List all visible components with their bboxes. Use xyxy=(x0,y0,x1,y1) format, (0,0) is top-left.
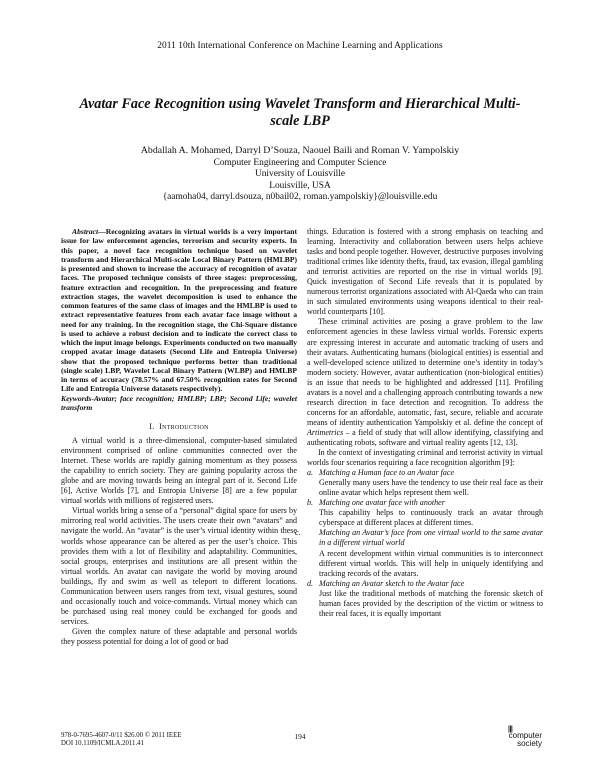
left-column xyxy=(61,227,297,647)
list-item-title: Matching a Human face to an Avatar face xyxy=(319,468,455,478)
keywords: Keywords-Avatar; face recognition; HMLBP; LBP; Second Life; wavelet transform xyxy=(61,393,297,412)
logo-mark-icon: ||| xyxy=(508,726,513,733)
author-emails: {aamoha04, darryl.dsouza, n0bail02, roman.yampolskiy}@louisville.edu xyxy=(162,192,438,203)
list-item-body: Just like the traditional methods of matching the forensic sketch of human faces provided by the description of the victim or witness to their real faces, it is equally important xyxy=(319,588,543,618)
logo-wordmark xyxy=(494,732,542,748)
abstract-text: —Recognizing avatars in virtual worlds is a very important issue for law enforcement agencies, terrorism and security experts. In this paper, a novel face recognition technique based on wavelet transform and Hierarchical Multi-scale Local Binary Pattern (HMLBP) is presented and shown to increase the accuracy of recognition of avatar faces. The proposed technique consists of three stages: preprocessing, feature extraction and recognition. In the preprocessing and feature extraction stages, the wavelet decomposition is used to enhance the common features of the same class of images and the HMLBP is used to extract representative features from each avatar face image without a need for any training. In the recognition stage, the Chi-Square distance is used to achieve a robust decision and to indicate the correct class to which the input image belongs. Experiments conducted on two manually cropped avatar image datasets (Second Life and Entropia Universe) show that the proposed technique performs better than traditional (single scale) LBP, Wavelet Local Binary Pattern (WLBP) and HMLBP in terms of accuracy (78.57% and 67.50% recognition rates for Second Life and Entropia Universe datasets respectively). xyxy=(61,227,297,394)
author-names: Abdallah A. Mohamed, Darryl D’Souza, Naouel Baili and Roman V. Yampolskiy xyxy=(140,145,460,156)
abstract xyxy=(61,227,297,394)
section-title: Introduction xyxy=(159,422,209,431)
artimetrics-term: Artimetrics xyxy=(307,427,344,437)
intro-paragraph-3: Given the complex nature of these adaptable and personal worlds they possess potential for doing a lot of good or bad xyxy=(61,626,297,646)
logo-line-1: computer xyxy=(508,731,542,740)
list-item-body: This capability helps to continuously track an avatar through cyberspace at different places at different times. xyxy=(319,508,543,528)
author-block xyxy=(0,145,600,204)
logo-line-2: society xyxy=(517,739,542,748)
section-heading xyxy=(61,422,297,432)
footer-doi: DOI 10.1109/ICMLA.2011.41 xyxy=(61,740,144,748)
affiliation-dept: Computer Engineering and Computer Science xyxy=(213,157,387,168)
computer-society-logo xyxy=(494,726,544,750)
list-item-title: Matching an Avatar’s face from one virtual world to the same avatar in a different virtual world xyxy=(319,528,543,548)
section-number: I. xyxy=(149,422,155,431)
conference-header: 2011 10th International Conference on Machine Learning and Applications xyxy=(157,41,443,51)
affiliation-city: Louisville, USA xyxy=(269,180,331,191)
intro-paragraph-1: A virtual world is a three-dimensional, computer-based simulated environment comprised of online communities connected over the Internet. These worlds are rapidly gaining momentum as they possess the capability to enrich society. They are gaining popularity across the globe and are moving towards being an integral part of it. Second Life [6], Active Worlds [7], and Entropia Universe [8] are a few popular virtual worlds with millions of registered users. xyxy=(61,436,297,506)
list-marker: d. xyxy=(307,578,314,588)
paper-title: Avatar Face Recognition using Wavelet Transform and Hierarchical Multi-scale LBP xyxy=(79,96,521,129)
list-item-title: Matching an Avatar sketch to the Avatar face xyxy=(319,578,465,588)
list-item-head xyxy=(307,498,543,508)
intro-paragraph-2: Virtual worlds bring a sense of a “personal” digital space for users by mirroring real world activities. The users create their own “avatars” and navigate the world. An “avatar” is the user’s virtual identity within these worlds whose appearance can be altered as per the user’s choice. This provides them with a lot of flexibility and adaptability. Communities, social groups, enterprises and institutions are all present within the virtual worlds. An avatar can navigate the world by moving around buildings, fly and swim as well as teleport to different locations. Communication between users ranges from text, visual gestures, sound and occasionally touch and voice-commands. Virtual money which can be purchased using real money could be exchanged for goods and services. xyxy=(61,506,297,626)
list-item-head xyxy=(295,528,543,548)
right-paragraph-2-text: These criminal activities are posing a grave problem to the law enforcement agencies in these lawless virtual worlds. Forensic experts are expressing interest in accurate and automatic tracking of users and their avatars. Authenticating humans (biological entities) is essential and a well-developed science utilized to determine one’s identity in today’s modern society. However, avatar authentication (non-biological entities) is an issue that needs to be highlighted and addressed [11]. Profiling avatars is a novel and a challenging approach contributing towards a new research direction in face detection and recognition. To address the concerns for an affordable, automatic, fast, secure, reliable and accurate means of identity authentication Yampolskiy et al. define the concept of xyxy=(307,317,543,427)
affiliation-university: University of Louisville xyxy=(254,169,346,180)
list-marker: c. xyxy=(295,528,301,538)
list-item-title: Matching one avatar face with another xyxy=(319,498,445,508)
list-marker: b. xyxy=(307,498,314,508)
list-item xyxy=(307,468,543,498)
list-item-head xyxy=(307,579,543,589)
right-paragraph-1: things. Education is fostered with a strong emphasis on teaching and learning. Interactivity and collaboration between users helps achieve tasks and bond people together. However, destructive purposes involving traditional crimes like identity thefts, fraud, tax evasion, illegal gambling and terrorist activities are reported on the rise in virtual worlds [9]. Quick investigation of Second Life reveals that it is populated by numerous terrorist organizations associated with Al-Qaeda who can train in such simulated environments using weapons identical to their real-world counterparts [10]. xyxy=(307,227,543,317)
list-item-body: A recent development within virtual communities is to interconnect different virtual worlds. This will help in uniquely identifying and tracking records of the avatars. xyxy=(319,548,543,578)
list-item-head xyxy=(307,468,543,478)
list-marker: a. xyxy=(307,468,314,478)
list-item xyxy=(307,579,543,619)
page-number: 194 xyxy=(294,732,306,741)
right-paragraph-3: In the context of investigating criminal and terrorist activity in virtual worlds four scenarios requiring a face recognition algorithm [9]: xyxy=(307,448,543,468)
list-item xyxy=(307,498,543,528)
right-column xyxy=(295,227,543,619)
right-paragraph-2-tail: – a field of study that will allow identifying, classifying and authenticating robots, software and virtual reality agents [12, 13]. xyxy=(307,427,543,447)
right-paragraph-2 xyxy=(307,317,543,448)
list-item xyxy=(295,528,543,578)
footer-isbn: 978-0-7695-4607-0/11 $26.00 © 2011 IEEE xyxy=(61,732,182,739)
list-item-body: Generally many users have the tendency to use their real face as their online avatar which helps represent them well. xyxy=(319,478,543,498)
abstract-lead: Abstract xyxy=(72,227,99,236)
